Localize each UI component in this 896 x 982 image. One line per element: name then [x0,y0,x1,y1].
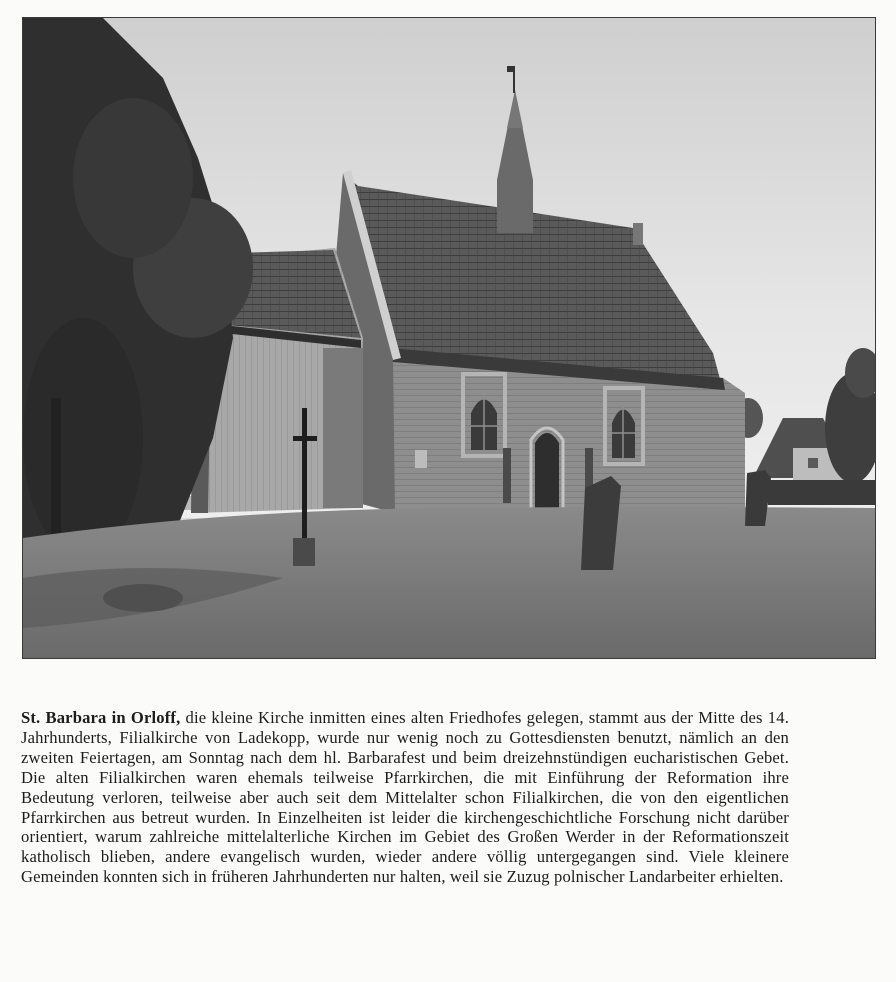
photo-caption [21,708,789,887]
caption-body: die kleine Kirche inmitten eines alten Friedhofes gelegen, stammt aus der Mitte des 14. Jahrhunderts, Filialkirche von Ladekopp, wurde nur wenig noch zu Gottesdiensten benutzt, nämlich an den zweiten Feiertagen, am Sonntag nach dem hl. Barbarafest und beim dreizehnstündigen eucharistischen Gebet. Die alten Filialkirchen waren ehemals teilweise Pfarrkirchen, die mit Einführung der Reformation ihre Bedeutung verloren, teilweise aber auch seit dem Mittelalter schon Filialkirchen, die von den eigentlichen Pfarrkirchen aus betreut wurden. In Einzelheiten ist leider die kirchengeschichtliche Forschung nicht darüber orientiert, warum zahlreiche mittelalterliche Kirchen im Gebiet des Großen Werder in der Reformationszeit katholisch blieben, andere evangelisch wurden, wieder andere völlig untergegangen sind. Viele kleinere Gemeinden konnten sich in früheren Jahrhunderten nur halten, weil sie Zuzug polnischer Landarbeiter erhielten. [21,708,789,887]
caption-lead: St. Barbara in Orloff, [21,708,181,727]
church-photograph [22,17,876,659]
